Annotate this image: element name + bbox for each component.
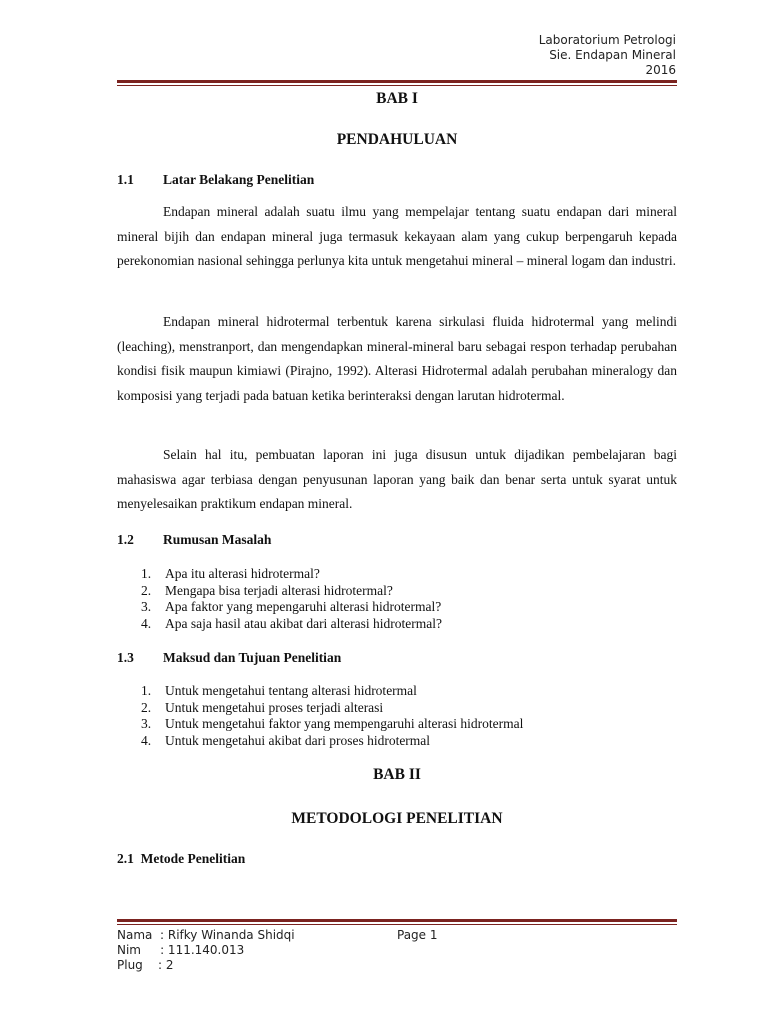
section-1-1-heading xyxy=(117,172,314,188)
page-number: Page 1 xyxy=(397,928,438,942)
list-item: 3. Untuk mengetahui faktor yang mempengaruhi alterasi hidrotermal xyxy=(141,716,524,732)
list-item: 4. Apa saja hasil atau akibat dari alterasi hidrotermal? xyxy=(141,616,443,632)
list-item: 2. Mengapa bisa terjadi alterasi hidrotermal? xyxy=(141,582,393,598)
list-item: 2. Untuk mengetahui proses terjadi alterasi xyxy=(141,699,384,715)
footer-nim: Nim : 111.140.013 xyxy=(117,943,245,957)
footer-plug: Plug : 2 xyxy=(117,958,174,972)
bab2-title: BAB II xyxy=(373,766,421,783)
section-title: Maksud dan Tujuan Penelitian xyxy=(163,650,342,665)
list-item: 4. Untuk mengetahui akibat dari proses hidrotermal xyxy=(141,733,431,749)
header-section: Sie. Endapan Mineral xyxy=(549,48,676,62)
paragraph-2: Endapan mineral hidrotermal terbentuk karena sirkulasi fluida hidrotermal yang melindi (leaching), menstranport, dan mengendapkan mineral-mineral baru sebagai respon terhadap perubahan kondisi fisik maupun kimiawi (Pirajno, 1992). Alterasi Hidrotermal adalah perubahan mineralogy dan komposisi yang terjadi pada batuan ketika berinteraksi dengan larutan hidrotermal. xyxy=(117,314,677,403)
list-item: 1. Apa itu alterasi hidrotermal? xyxy=(141,566,320,581)
header-rule xyxy=(117,80,677,86)
list-item: 1. Untuk mengetahui tentang alterasi hidrotermal xyxy=(141,683,417,698)
section-2-1-heading xyxy=(117,851,245,867)
list-item: 3. Apa faktor yang mepengaruhi alterasi hidrotermal? xyxy=(141,599,442,615)
section-1-3-heading xyxy=(117,650,341,666)
page-header xyxy=(539,33,676,78)
section-number: 2.1 xyxy=(117,851,134,866)
paragraph-3: Selain hal itu, pembuatan laporan ini juga disusun untuk dijadikan pembelajaran bagi mahasiswa agar terbiasa dengan penyusunan laporan yang baik dan benar serta untuk syarat untuk menyelesaikan praktikum endapan mineral. xyxy=(117,447,677,511)
maksud-tujuan-list xyxy=(141,683,661,750)
section-1-2-heading xyxy=(117,532,271,548)
footer-rule xyxy=(117,919,677,925)
footer-nama: Nama : Rifky Winanda Shidqi xyxy=(117,928,295,942)
section-number: 1.1 xyxy=(117,172,134,187)
paragraph-1: Endapan mineral adalah suatu ilmu yang mempelajar tentang suatu endapan dari mineral mineral bijih dan endapan mineral juga termasuk kekayaan alam yang cukup berpengaruh kepada perekonomian nasional sehingga perlunya kita untuk mengetahui mineral – mineral logam dan industri. xyxy=(117,204,677,268)
header-lab: Laboratorium Petrologi xyxy=(538,33,676,47)
header-year: 2016 xyxy=(645,63,676,77)
section-title: Metode Penelitian xyxy=(140,851,246,866)
bab1-title: BAB I xyxy=(376,90,418,107)
section-number: 1.3 xyxy=(117,650,134,665)
page-footer xyxy=(117,928,295,973)
bab1-subtitle: PENDAHULUAN xyxy=(336,131,458,148)
section-number: 1.2 xyxy=(117,532,134,547)
rumusan-masalah-list xyxy=(141,566,661,633)
section-title: Latar Belakang Penelitian xyxy=(163,172,315,187)
section-title: Rumusan Masalah xyxy=(163,532,272,547)
bab2-subtitle: METODOLOGI PENELITIAN xyxy=(291,810,503,827)
